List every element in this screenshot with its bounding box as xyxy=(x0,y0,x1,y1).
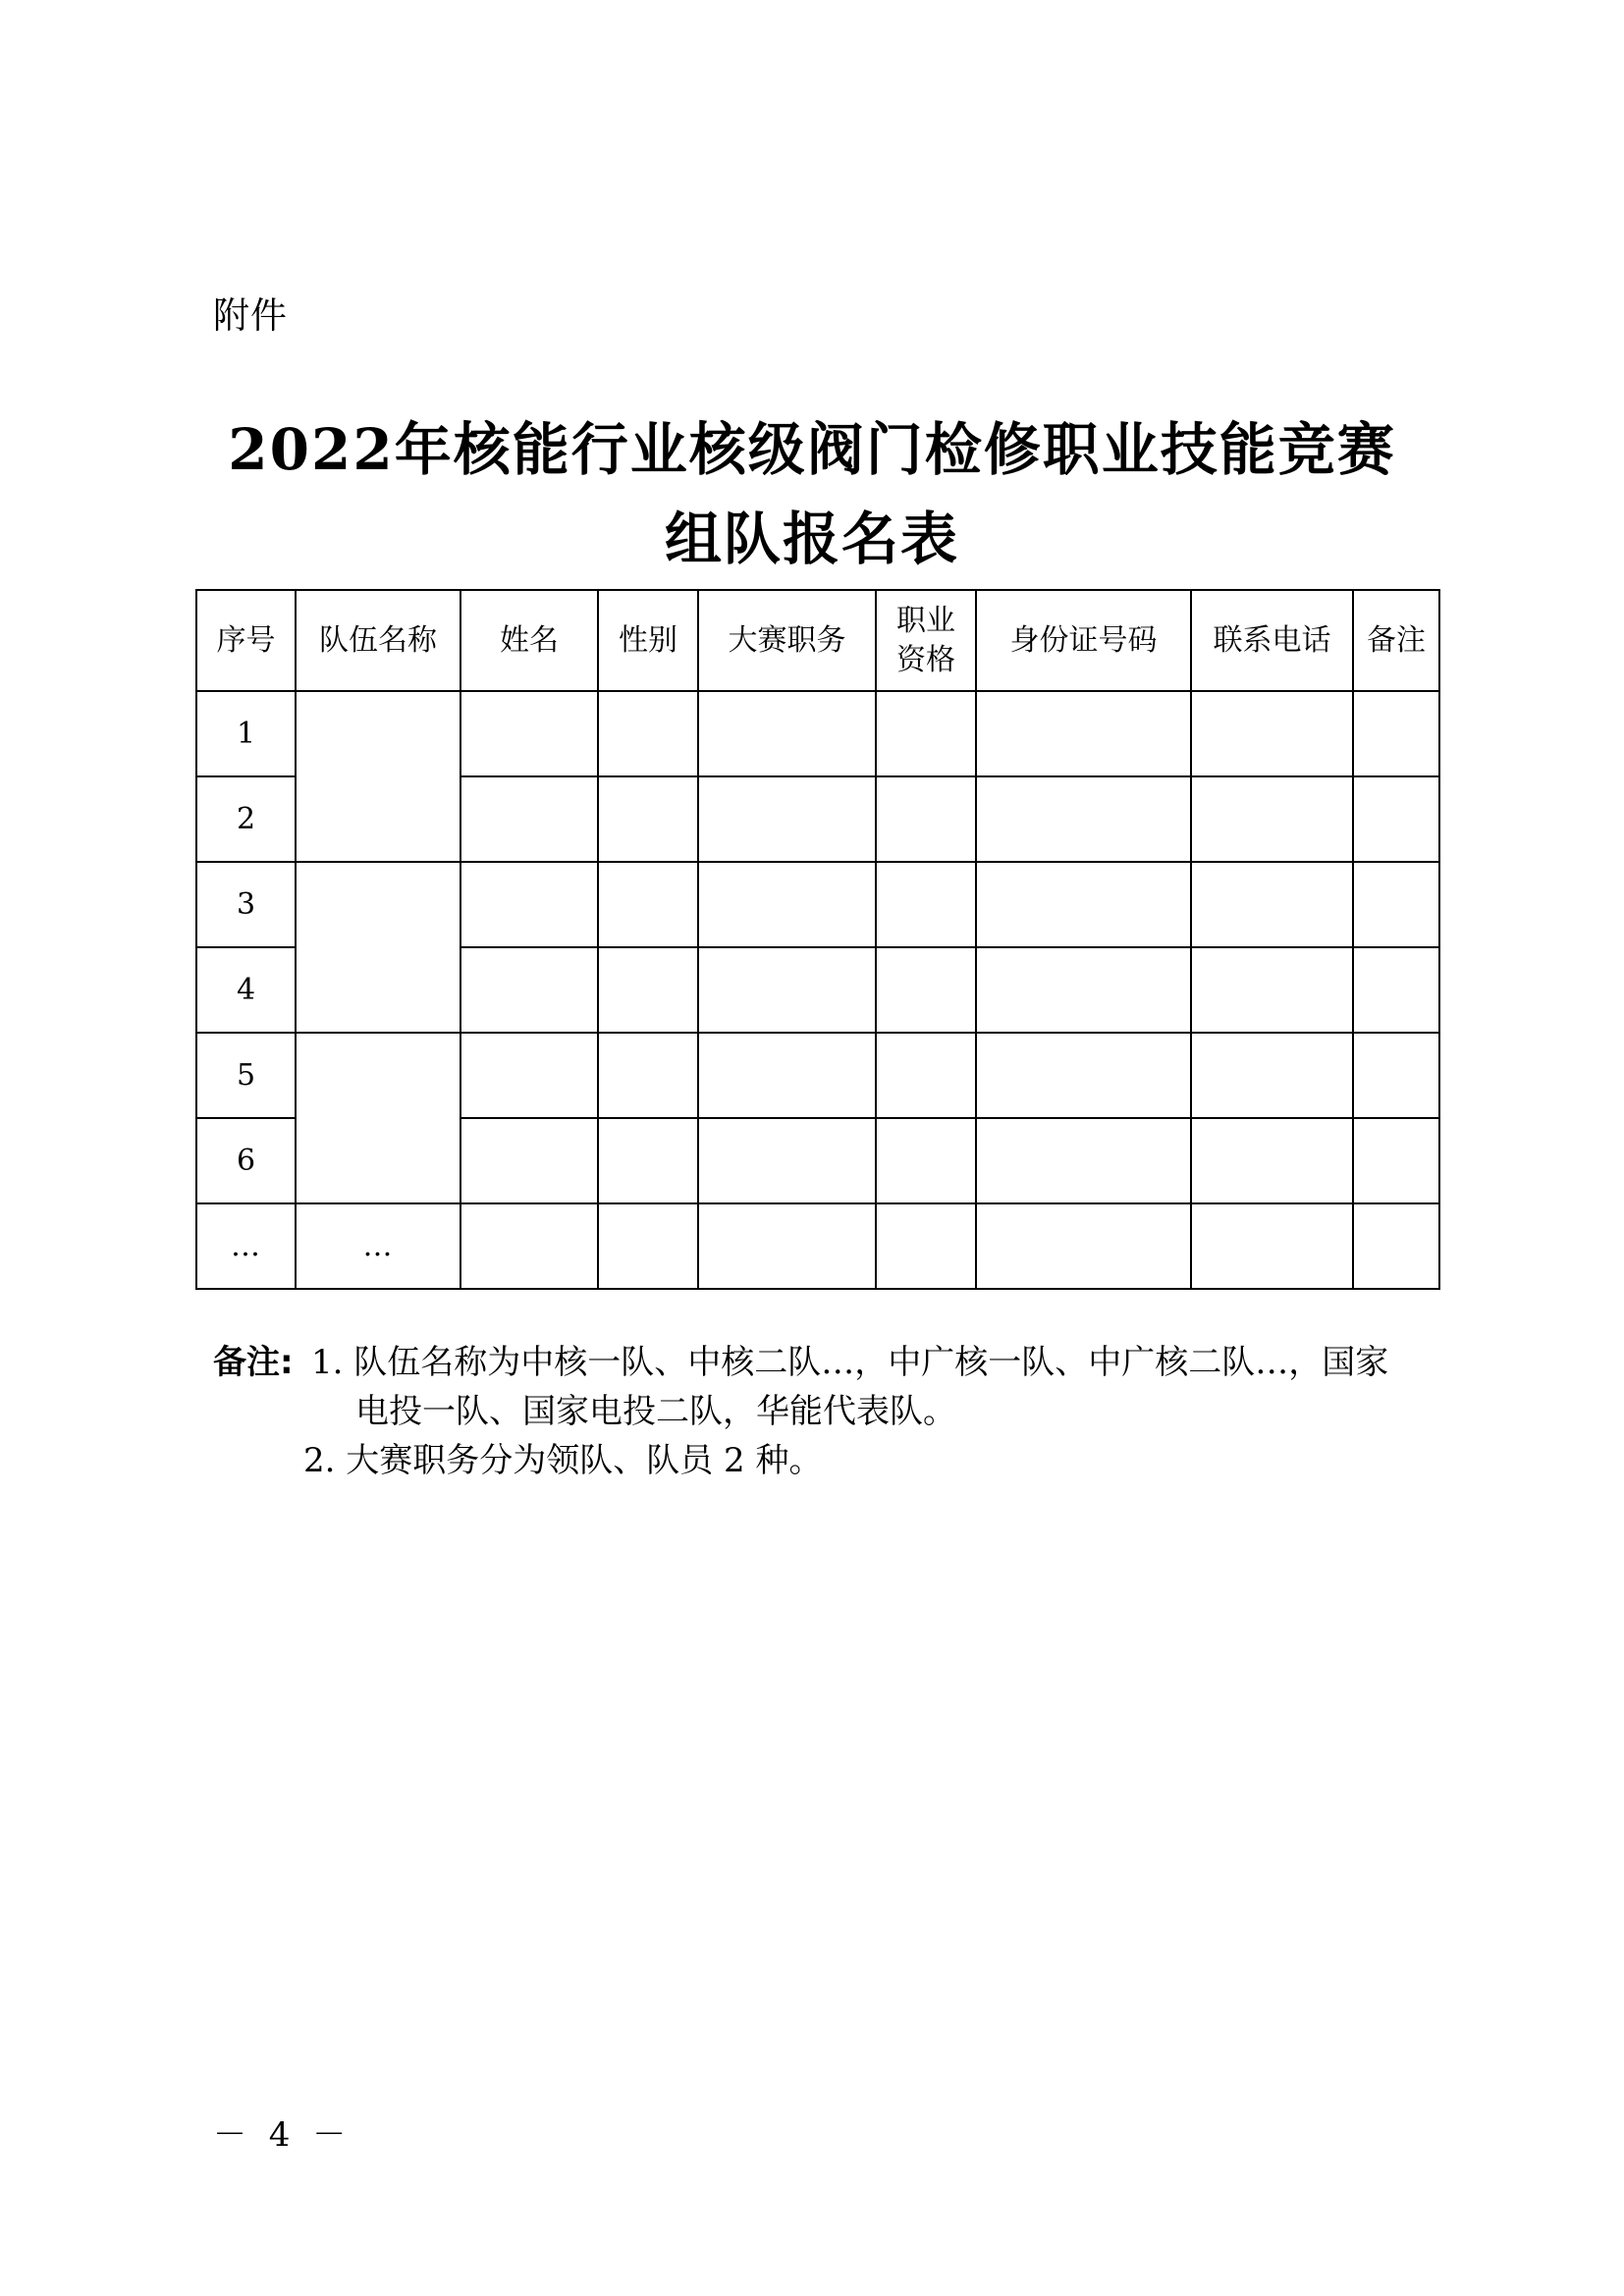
phone-cell xyxy=(1191,1203,1353,1289)
gender-cell xyxy=(598,947,698,1033)
row-number: 3 xyxy=(196,862,296,947)
qualification-cell xyxy=(876,947,976,1033)
remarks-cell xyxy=(1353,947,1439,1033)
id-number-cell xyxy=(976,691,1191,776)
page-title-line-2: 组队报名表 xyxy=(664,506,959,572)
remarks-cell xyxy=(1353,776,1439,862)
role-cell xyxy=(698,862,876,947)
header-qualification-line1: 职业 xyxy=(896,603,955,638)
row-number: 6 xyxy=(196,1118,296,1203)
role-cell xyxy=(698,691,876,776)
qualification-cell xyxy=(876,776,976,862)
team-name-cell xyxy=(296,691,460,862)
phone-cell xyxy=(1191,691,1353,776)
phone-cell xyxy=(1191,1118,1353,1203)
name-cell xyxy=(460,1033,598,1118)
header-seq: 序号 xyxy=(196,590,296,691)
phone-cell xyxy=(1191,1033,1353,1118)
header-qualification xyxy=(876,590,976,691)
name-cell xyxy=(460,1118,598,1203)
header-phone: 联系电话 xyxy=(1191,590,1353,691)
remarks-cell xyxy=(1353,862,1439,947)
page-title-line-1: 2022年核能行业核级阀门检修职业技能竞赛 xyxy=(228,416,1396,483)
name-cell xyxy=(460,776,598,862)
remarks-cell xyxy=(1353,1118,1439,1203)
table-row xyxy=(196,1203,1439,1289)
row-number: 5 xyxy=(196,1033,296,1118)
id-number-cell xyxy=(976,776,1191,862)
id-number-cell xyxy=(976,1118,1191,1203)
remarks-cell xyxy=(1353,691,1439,776)
table-row xyxy=(196,1033,1439,1118)
note-item-1-line-1: 1. 队伍名称为中核一队、中核二队…，中广核一队、中广核二队…，国家 xyxy=(311,1343,1389,1382)
header-remarks: 备注 xyxy=(1353,590,1439,691)
gender-cell xyxy=(598,1203,698,1289)
remarks-cell xyxy=(1353,1033,1439,1118)
row-number: … xyxy=(196,1203,296,1289)
qualification-cell xyxy=(876,862,976,947)
header-gender: 性别 xyxy=(598,590,698,691)
role-cell xyxy=(698,1118,876,1203)
name-cell xyxy=(460,862,598,947)
gender-cell xyxy=(598,1118,698,1203)
name-cell xyxy=(460,1203,598,1289)
phone-cell xyxy=(1191,776,1353,862)
header-team-name: 队伍名称 xyxy=(296,590,460,691)
id-number-cell xyxy=(976,1203,1191,1289)
role-cell xyxy=(698,1203,876,1289)
notes-label: 备注: xyxy=(213,1343,294,1382)
header-role: 大赛职务 xyxy=(698,590,876,691)
team-name-cell xyxy=(296,1033,460,1203)
note-item-1-line-2: 电投一队、国家电投二队，华能代表队。 xyxy=(355,1392,956,1431)
table-header-row xyxy=(196,590,1439,691)
gender-cell xyxy=(598,862,698,947)
gender-cell xyxy=(598,776,698,862)
header-name: 姓名 xyxy=(460,590,598,691)
team-name-cell xyxy=(296,862,460,1033)
notes-section xyxy=(213,1340,1450,1487)
phone-cell xyxy=(1191,947,1353,1033)
role-cell xyxy=(698,947,876,1033)
id-number-cell xyxy=(976,947,1191,1033)
name-cell xyxy=(460,691,598,776)
row-number: 1 xyxy=(196,691,296,776)
name-cell xyxy=(460,947,598,1033)
role-cell xyxy=(698,1033,876,1118)
gender-cell xyxy=(598,691,698,776)
header-id-number: 身份证号码 xyxy=(976,590,1191,691)
table-row xyxy=(196,862,1439,947)
id-number-cell xyxy=(976,862,1191,947)
remarks-cell xyxy=(1353,1203,1439,1289)
id-number-cell xyxy=(976,1033,1191,1118)
attachment-label: 附件 xyxy=(213,294,288,337)
qualification-cell xyxy=(876,691,976,776)
phone-cell xyxy=(1191,862,1353,947)
table-row xyxy=(196,691,1439,776)
row-number: 4 xyxy=(196,947,296,1033)
registration-table xyxy=(195,589,1440,1290)
role-cell xyxy=(698,776,876,862)
header-qualification-line2: 资格 xyxy=(896,642,955,677)
row-number: 2 xyxy=(196,776,296,862)
page-number: － 4 － xyxy=(213,2115,352,2155)
qualification-cell xyxy=(876,1203,976,1289)
note-item-2: 2. 大赛职务分为领队、队员 2 种。 xyxy=(303,1441,823,1480)
qualification-cell xyxy=(876,1033,976,1118)
qualification-cell xyxy=(876,1118,976,1203)
gender-cell xyxy=(598,1033,698,1118)
team-name-cell: … xyxy=(296,1203,460,1289)
